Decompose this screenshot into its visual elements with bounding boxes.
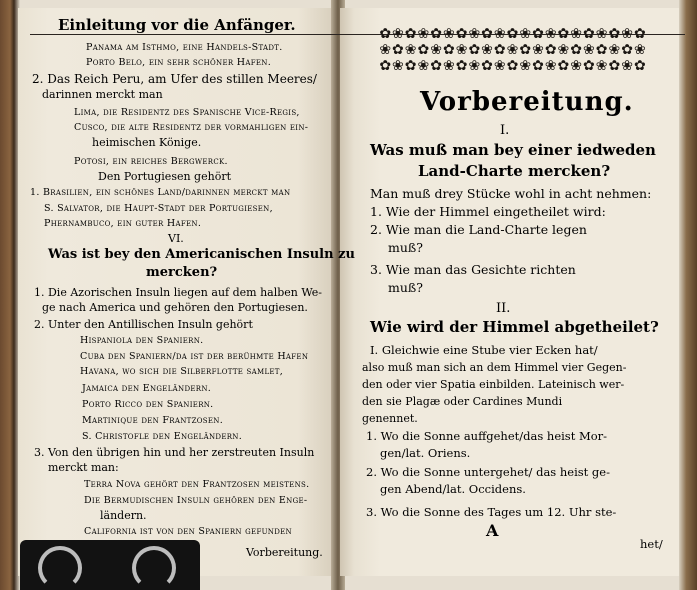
question-heading: Was ist bey den Americanischen Insuln zu [48,247,355,262]
text-line: also muß man sich an dem Himmel vier Gegen- [362,361,627,374]
clip-ring [132,546,176,590]
text-line: 3. Von den übrigen hin und her zerstreuten Insuln [34,446,315,459]
text-line: 2. Das Reich Peru, am Ufer des stillen Meeres/ [32,72,317,86]
page-title: Vorbereitung. [420,87,634,117]
text-line: muß? [388,240,423,255]
text-line: merckt man: [48,461,119,474]
text-line: S. Salvator, die Haupt-Stadt der Portugiesen, [44,203,273,214]
text-line: Martinique den Frantzosen. [82,415,224,426]
text-line: heimischen Könige. [92,136,202,149]
printer-ornament [370,26,656,76]
question-heading: mercken? [146,265,218,280]
text-line: muß? [388,280,423,295]
signature-mark: A [486,521,499,540]
text-line: gen Abend/lat. Occidens. [380,482,526,496]
text-line: Panama am Isthmo, eine Handels-Stadt. [86,42,283,53]
text-line: ge nach America und gehören den Portugiesen. [42,301,308,314]
text-line: den oder vier Spatia einbilden. Lateinisch wer- [362,378,625,391]
catchword: het/ [640,537,663,551]
text-line: Potosi, ein reiches Bergwerck. [74,156,228,167]
text-line: 2. Wie man die Land-Charte legen [370,222,587,237]
text-line: Porto Ricco den Spaniern. [82,399,214,410]
running-head: Einleitung vor die Anfänger. [58,16,296,34]
text-line: Jamaica den Engeländern. [82,383,212,394]
text-line: 1. Die Azorischen Insuln liegen auf dem halben We- [34,286,323,299]
text-line: I. Gleichwie eine Stube vier Ecken hat/ [370,343,598,357]
ornament-row: ✿❀✿❀✿❀✿❀✿❀✿❀✿❀✿❀✿❀✿❀✿ [379,58,647,74]
section-number: I. [500,123,510,138]
text-line: Die Bermudischen Insuln gehören den Enge- [84,495,308,506]
section-number: VI. [168,232,184,245]
text-line: Man muß drey Stücke wohl in acht nehmen: [370,186,652,201]
text-line: Hispaniola den Spaniern. [80,335,204,346]
text-line: Den Portugiesen gehört [98,170,231,183]
text-line: Cuba den Spaniern/da ist der berühmte Hafen [80,351,309,362]
question-heading: Was muß man bey einer iedweden [370,141,656,159]
ornament-row: ❀✿❀✿❀✿❀✿❀✿❀✿❀✿❀✿❀✿❀✿❀ [379,42,647,58]
text-line: Terra Nova gehört den Frantzosen meistens. [84,479,310,490]
section-number: II. [496,301,511,316]
clip-ring [38,546,82,590]
page-edges [679,0,697,590]
catchword: Vorbereitung. [246,546,323,559]
text-line: 2. Unter den Antillischen Insuln gehört [34,318,253,331]
text-line: 2. Wo die Sonne untergehet/ das heist ge- [366,465,610,479]
text-line: Phernambuco, ein guter Hafen. [44,218,202,229]
question-heading: Wie wird der Himmel abgetheilet? [370,318,659,336]
text-line: Porto Belo, ein sehr schöner Hafen. [86,57,272,68]
ornament-row: ✿❀✿❀✿❀✿❀✿❀✿❀✿❀✿❀✿❀✿❀✿ [379,26,647,42]
question-heading: Land-Charte mercken? [418,162,611,180]
text-line: California ist von den Spaniern gefunden [84,526,292,537]
text-line: ländern. [100,509,147,522]
binder-clip [20,540,200,590]
text-line: gen/lat. Oriens. [380,446,471,460]
text-line: 1. Wo die Sonne auffgehet/das heist Mor- [366,429,608,443]
text-line: 1. Wie der Himmel eingetheilet wird: [370,204,606,219]
text-line: genennet. [362,412,418,425]
text-line: 3. Wo die Sonne des Tages um 12. Uhr ste- [366,505,617,519]
text-line: 1. Brasilien, ein schönes Land/darinnen merckt man [30,187,291,198]
text-line: S. Christofle den Engeländern. [82,431,243,442]
text-line: Lima, die Residentz des Spanische Vice-Regis, [74,107,300,118]
text-line: Cusco, die alte Residentz der vormahligen ein- [74,122,309,133]
text-line: den sie Plagæ oder Cardines Mundi [362,395,563,408]
text-line: Havana, wo sich die Silberflotte samlet, [80,366,284,377]
text-line: 3. Wie man das Gesichte richten [370,262,576,277]
text-line: darinnen merckt man [42,88,163,101]
